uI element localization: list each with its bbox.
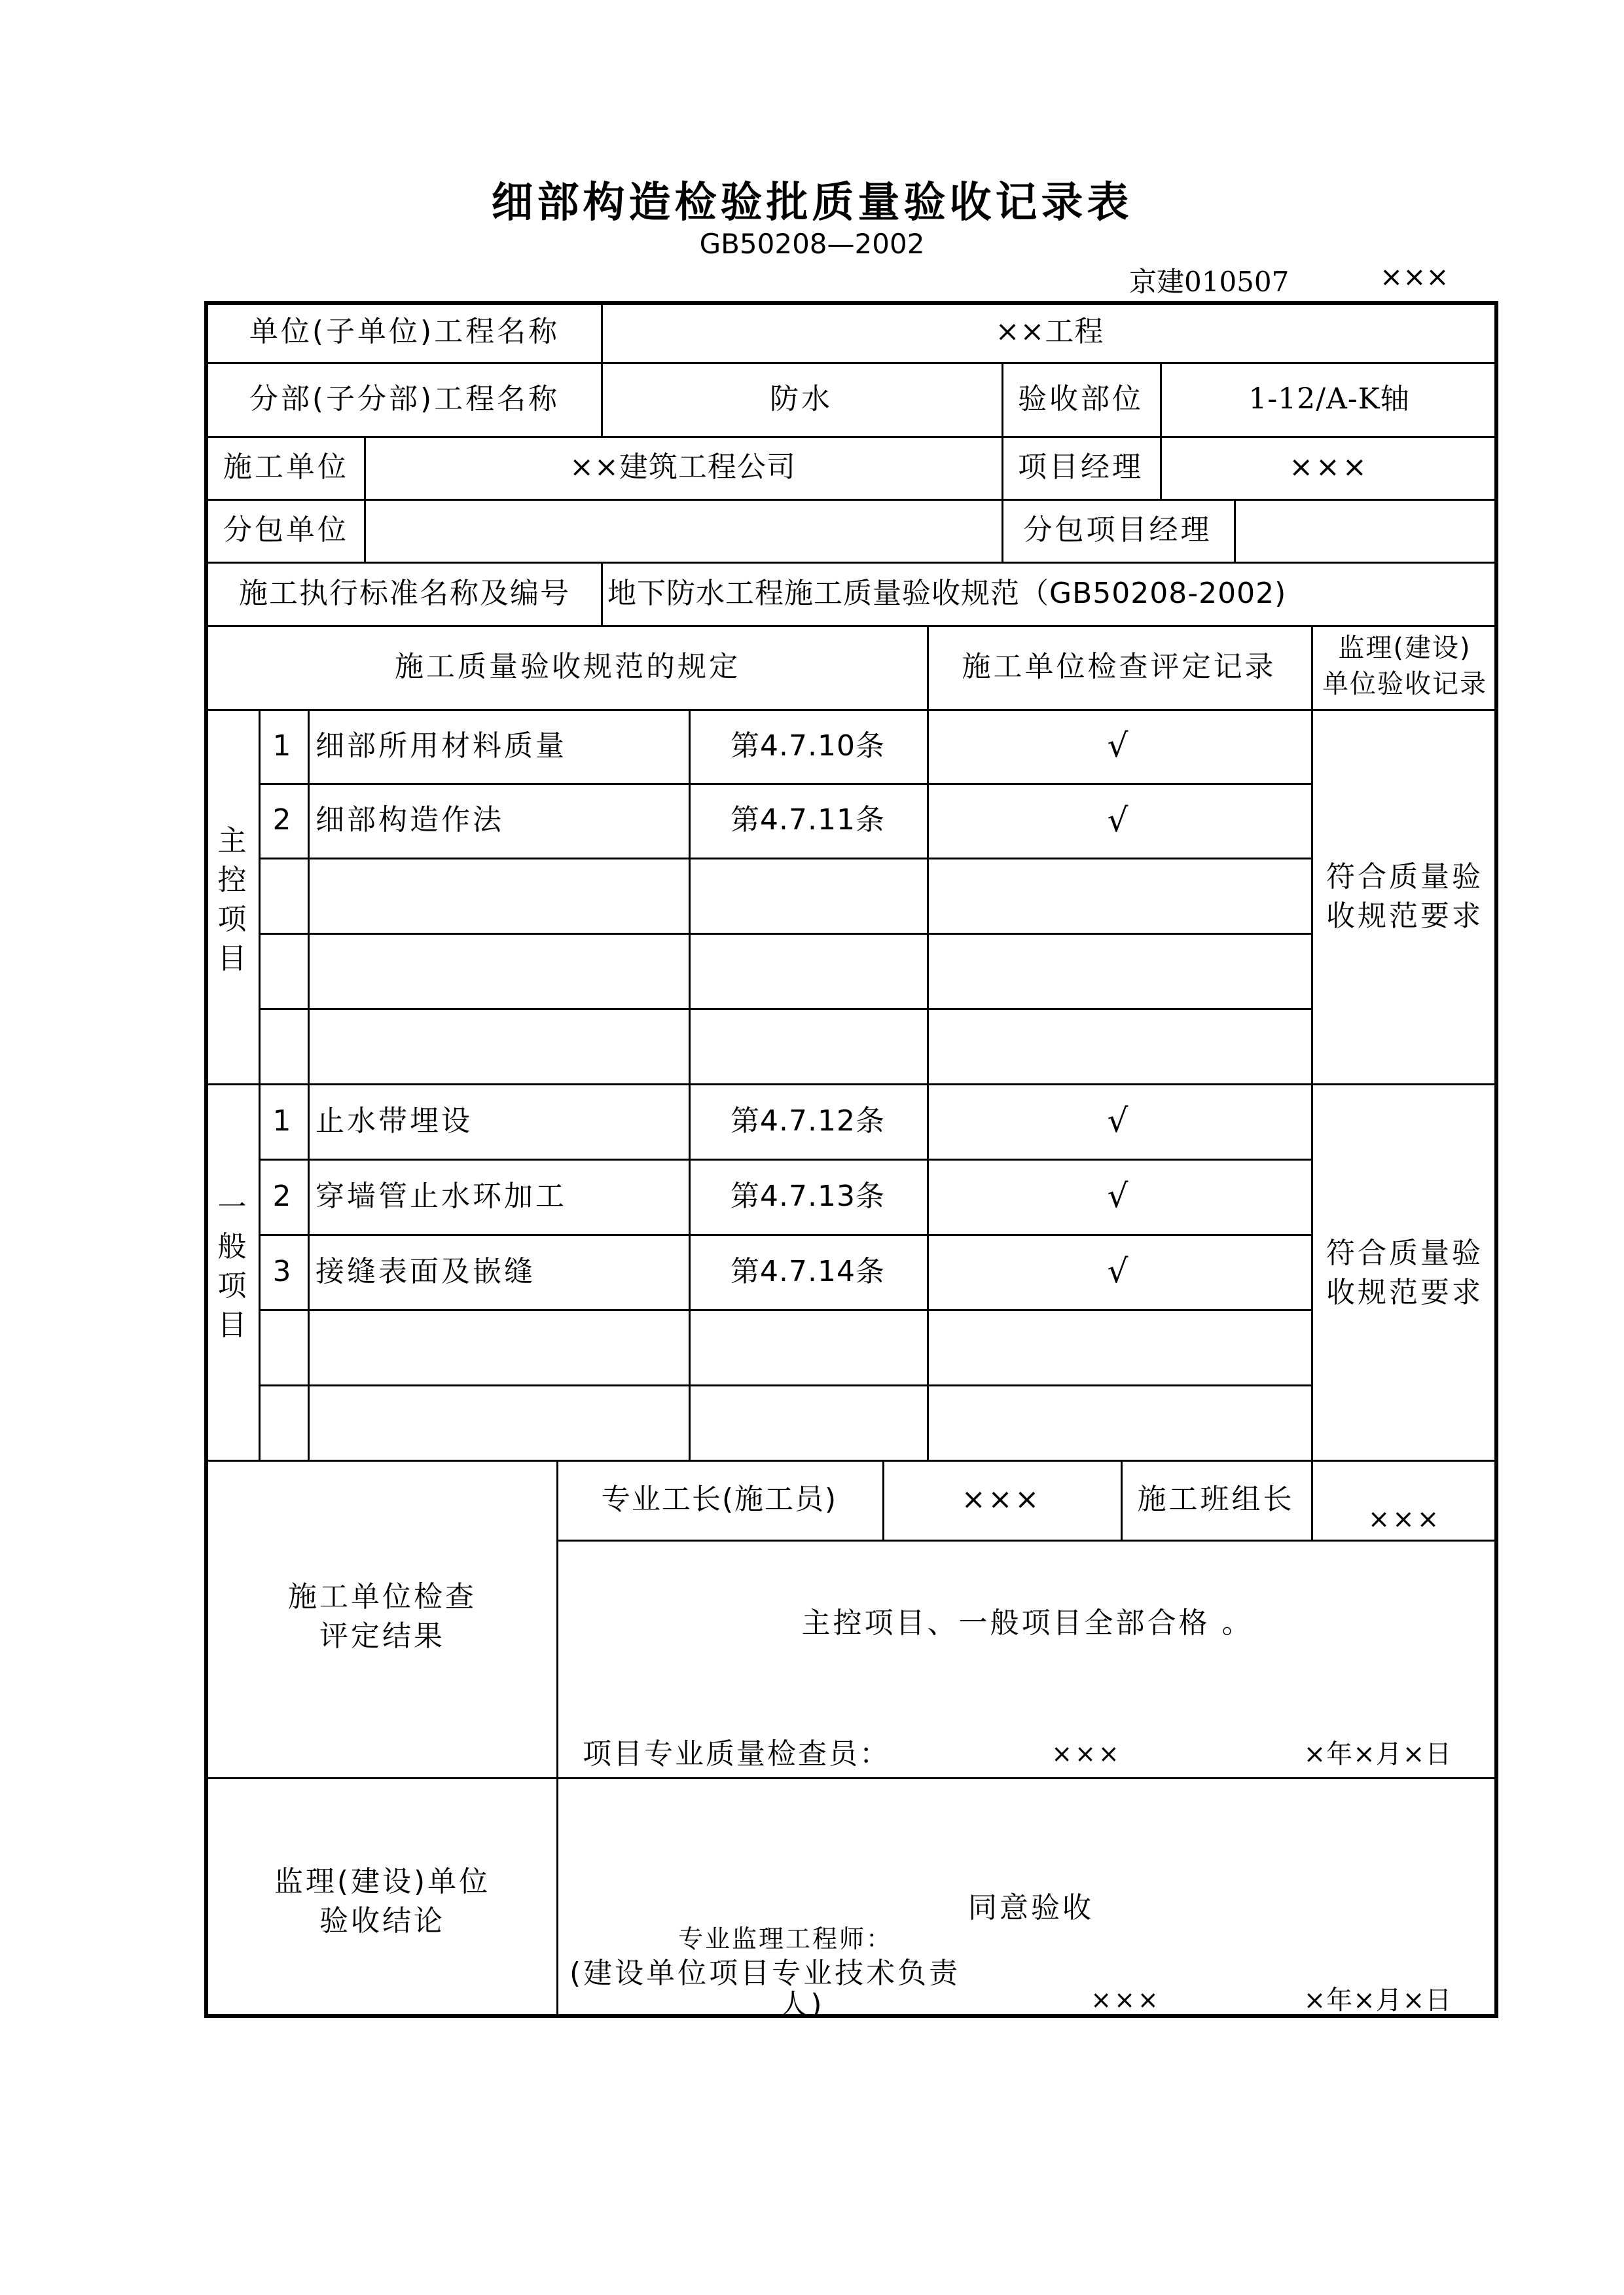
main-items-label: 项 (217, 903, 249, 937)
item-name: 穿墙管止水环加工 (316, 1179, 567, 1213)
row-divider (259, 1008, 1311, 1010)
standard-label: 施工执行标准名称及编号 (239, 576, 570, 610)
subcontract-unit-label: 分包单位 (223, 513, 349, 547)
construction-unit-label: 施工单位 (223, 450, 349, 484)
check-mark: √ (1107, 801, 1131, 839)
item-clause: 第4.7.13条 (731, 1179, 885, 1213)
row-divider (259, 858, 1311, 859)
inspection-date: ×年×月×日 (1303, 1739, 1453, 1769)
main-items-label: 控 (217, 863, 249, 897)
item-name: 止水带埋设 (316, 1104, 473, 1138)
item-name: 接缝表面及嵌缝 (316, 1254, 535, 1288)
subcontract-manager-value (1234, 499, 1498, 562)
main-items-label: 目 (217, 942, 249, 976)
foreman-value: ××× (961, 1483, 1042, 1517)
accept-part-value: 1-12/A-K轴 (1248, 382, 1410, 416)
supervision-result-label-2: 验收结论 (319, 1904, 445, 1938)
sub-project-value: 防水 (770, 382, 833, 416)
sub-project-label: 分部(子分部)工程名称 (249, 382, 560, 416)
form-code-mark: ××× (1380, 261, 1449, 293)
record-column-header: 施工单位检查评定记录 (962, 650, 1276, 684)
check-mark: √ (1107, 1102, 1131, 1140)
col-divider (308, 709, 310, 1460)
item-number: 2 (272, 1179, 294, 1213)
item-clause: 第4.7.11条 (731, 803, 885, 837)
engineer-label: 专业监理工程师： (677, 1925, 893, 1954)
general-items-label: 般 (217, 1230, 249, 1264)
engineer-label-2: (建设单位项目专业技术负责 (569, 1957, 961, 1991)
general-items-label: 项 (217, 1269, 249, 1303)
unit-project-label: 单位(子单位)工程名称 (249, 314, 560, 348)
row-divider (204, 1777, 1498, 1779)
row-divider (259, 1384, 1311, 1386)
supervision-column-header: 监理(建设) (1338, 632, 1471, 663)
main-items-supervision-2: 收规范要求 (1326, 899, 1483, 933)
item-name: 细部所用材料质量 (316, 729, 567, 763)
accept-part-label: 验收部位 (1018, 382, 1144, 416)
main-items-label: 主 (217, 824, 249, 858)
item-name: 细部构造作法 (316, 803, 504, 837)
general-items-label: 一 (217, 1191, 249, 1225)
row-divider (259, 933, 1311, 935)
item-number: 3 (272, 1254, 294, 1288)
row-divider (556, 1540, 1498, 1542)
item-clause: 第4.7.10条 (731, 729, 885, 763)
construction-unit-value: ××建筑工程公司 (569, 450, 796, 484)
col-divider (1311, 625, 1313, 1460)
item-clause: 第4.7.12条 (731, 1104, 885, 1138)
inspector-label: 项目专业质量检查员： (583, 1737, 890, 1771)
project-manager-label: 项目经理 (1018, 450, 1144, 484)
construction-result-text: 主控项目、一般项目全部合格 。 (801, 1606, 1254, 1640)
general-items-supervision: 符合质量验 (1326, 1237, 1483, 1271)
spec-column-header: 施工质量验收规范的规定 (395, 650, 740, 684)
standard-value: 地下防水工程施工质量验收规范（GB50208-2002) (607, 576, 1287, 610)
col-divider (601, 562, 603, 625)
foreman-label: 专业工长(施工员) (601, 1483, 838, 1517)
standard-code: GB50208—2002 (699, 228, 925, 260)
inspector-value: ××× (1051, 1739, 1122, 1769)
construction-result-label-2: 评定结果 (319, 1619, 445, 1653)
engineer-value: ××× (1091, 1985, 1161, 2015)
unit-project-value: ××工程 (995, 314, 1104, 348)
project-manager-value: ××× (1289, 450, 1369, 484)
form-code: 京建010507 (1129, 266, 1290, 298)
team-leader-label: 施工班组长 (1137, 1483, 1295, 1517)
check-mark: √ (1107, 1252, 1131, 1290)
general-items-supervision-2: 收规范要求 (1326, 1276, 1483, 1310)
engineer-label-3: 人) (779, 1988, 825, 2022)
item-number: 2 (272, 803, 294, 837)
item-clause: 第4.7.14条 (731, 1254, 885, 1288)
form-title: 细部构造检验批质量验收记录表 (491, 179, 1133, 227)
general-items-label: 目 (217, 1309, 249, 1343)
supervision-conclusion: 同意验收 (968, 1891, 1094, 1925)
check-mark: √ (1107, 727, 1131, 765)
main-items-supervision: 符合质量验 (1326, 860, 1483, 894)
col-divider (556, 1460, 558, 2018)
construction-result-label: 施工单位检查 (288, 1580, 477, 1614)
team-leader-value: ××× (1367, 1504, 1442, 1534)
check-mark: √ (1107, 1177, 1131, 1215)
row-divider (259, 1309, 1311, 1311)
item-number: 1 (272, 729, 294, 763)
supervision-result-label: 监理(建设)单位 (274, 1865, 491, 1899)
supervision-column-header-2: 单位验收记录 (1322, 668, 1487, 699)
subcontract-unit-value (364, 499, 1001, 562)
supervision-date: ×年×月×日 (1303, 1985, 1453, 2015)
item-number: 1 (272, 1104, 294, 1138)
subcontract-manager-label: 分包项目经理 (1023, 513, 1212, 547)
